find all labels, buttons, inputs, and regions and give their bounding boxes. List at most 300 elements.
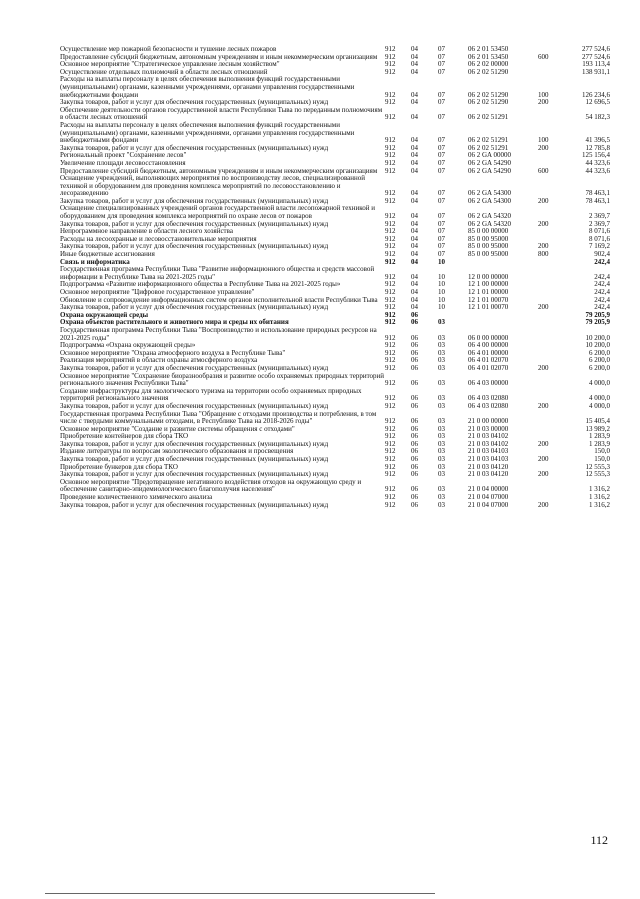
row-section-code: 04 <box>411 288 418 296</box>
row-name: Основное мероприятие "Охрана атмосферного воздуха в Республике Тыва" <box>60 348 286 357</box>
row-grbs-code: 912 <box>385 447 396 456</box>
row-section-code: 06 <box>411 341 418 350</box>
row-section-code: 04 <box>411 166 418 175</box>
row-expense-type-code: 100 <box>538 90 549 99</box>
row-target-article-code: 06 4 01 02070 <box>468 363 509 372</box>
row-grbs-code: 912 <box>385 288 396 296</box>
row-expense-type-code: 200 <box>538 219 549 228</box>
row-target-article-code <box>468 312 538 320</box>
row-target-article-code: 06 2 GA 00000 <box>468 151 511 160</box>
row-expense-type-code <box>538 388 564 403</box>
row-expense-type-code: 800 <box>538 250 549 259</box>
row-amount: 138 931,1 <box>582 67 610 76</box>
table-row <box>60 76 610 99</box>
row-subsection-code: 07 <box>438 151 445 160</box>
row-grbs-code: 912 <box>385 439 396 448</box>
row-grbs-code: 912 <box>385 136 396 145</box>
row-subsection-code: 03 <box>438 348 445 357</box>
row-section-code: 04 <box>411 98 418 107</box>
row-subsection-code: 03 <box>438 455 445 464</box>
row-name: Подпрограмма «Развитие информационного общества в Республике Тыва на 2021-2025 годы» <box>60 280 341 289</box>
row-expense-type-code: 200 <box>538 500 549 509</box>
row-subsection-code: 07 <box>438 158 445 167</box>
table-row <box>60 479 610 494</box>
row-amount: 4 000,0 <box>589 394 610 403</box>
row-grbs-code: 912 <box>385 356 396 365</box>
row-amount: 10 200,0 <box>585 341 610 350</box>
row-expense-type-code <box>538 175 564 198</box>
row-expense-type-code: 200 <box>538 455 549 464</box>
row-grbs-code: 912 <box>385 227 396 236</box>
row-amount: 15 405,4 <box>585 417 610 426</box>
row-amount: 1 316,2 <box>589 485 610 494</box>
row-target-article-code: 12 1 01 00000 <box>468 288 509 296</box>
row-grbs-code: 912 <box>385 98 396 107</box>
row-section-code: 06 <box>411 447 418 456</box>
row-section-code: 04 <box>411 212 418 221</box>
row-target-article-code: 85 0 00 95000 <box>468 250 509 259</box>
row-amount: 150,0 <box>594 447 610 456</box>
row-name: Предоставление субсидий бюджетным, автономным учреждениям и иным некоммерческим организациям <box>60 166 378 175</box>
row-grbs-code: 912 <box>385 455 396 464</box>
row-target-article-code: 06 2 02 51291 <box>468 136 509 145</box>
row-grbs-code: 912 <box>385 310 396 319</box>
row-target-article-code: 12 0 00 00000 <box>468 272 509 281</box>
budget-table-body <box>60 46 610 509</box>
row-target-article-code: 21 0 04 00000 <box>468 485 509 494</box>
row-name: Обновление и сопровождение информационных систем органов исполнительной власти Республики Тыва <box>60 295 378 304</box>
row-subsection-code: 03 <box>438 485 445 494</box>
row-target-article-code: 06 2 GA 54320 <box>468 212 511 221</box>
row-name: Связь и информатика <box>60 257 130 266</box>
row-target-article-code: 06 4 00 00000 <box>468 341 509 350</box>
row-grbs-code: 912 <box>385 280 396 289</box>
row-subsection-code: 07 <box>438 98 445 107</box>
row-target-article-code: 06 4 03 02080 <box>468 401 509 410</box>
row-name: Основное мероприятие "Сохранение биоразнообразия и развитие особо охраняемых природных территорий регионального значения Республики Тыва" <box>60 371 385 388</box>
row-subsection-code: 03 <box>438 363 445 372</box>
row-target-article-code: 06 2 02 51290 <box>468 67 509 76</box>
row-target-article-code: 06 4 03 02080 <box>468 394 509 403</box>
row-name: Осуществление отдельных полномочий в области лесных отношений <box>60 67 268 76</box>
row-grbs-code: 912 <box>385 424 396 433</box>
row-grbs-code: 912 <box>385 52 396 61</box>
row-amount: 8 071,6 <box>589 234 610 243</box>
row-section-code: 06 <box>411 363 418 372</box>
row-name: Увеличение площади лесовосстановления <box>60 158 186 167</box>
row-grbs-code: 912 <box>385 462 396 471</box>
row-grbs-code: 912 <box>385 67 396 76</box>
row-target-article-code: 85 0 00 00000 <box>468 227 509 236</box>
row-name: Закупка товаров, работ и услуг для обеспечения государственных (муниципальных) нужд <box>60 439 329 448</box>
row-grbs-code: 912 <box>385 295 396 304</box>
row-amount: 277 524,6 <box>582 52 610 61</box>
row-subsection-code: 03 <box>438 356 445 365</box>
row-section-code: 04 <box>411 143 418 152</box>
row-subsection-code: 07 <box>438 90 445 99</box>
row-subsection-code: 10 <box>438 257 445 266</box>
row-section-code: 04 <box>411 295 418 304</box>
row-target-article-code: 85 0 00 95000 <box>468 242 509 251</box>
row-section-code: 04 <box>411 227 418 236</box>
row-target-article-code: 06 2 GA 54300 <box>468 196 511 205</box>
row-amount: 2 369,7 <box>589 219 610 228</box>
row-grbs-code: 912 <box>385 348 396 357</box>
row-expense-type-code <box>538 327 564 342</box>
row-section-code: 06 <box>411 401 418 410</box>
row-name: Закупка товаров, работ и услуг для обеспечения государственных (муниципальных) нужд <box>60 303 329 312</box>
row-section-code: 06 <box>411 485 418 494</box>
row-section-code: 06 <box>411 318 418 327</box>
row-amount: 242,4 <box>594 257 610 266</box>
row-target-article-code: 06 2 02 51290 <box>468 98 509 107</box>
row-subsection-code: 03 <box>438 333 445 342</box>
row-target-article-code: 21 0 03 04103 <box>468 455 509 464</box>
row-amount: 193 113,4 <box>582 60 610 69</box>
row-section-code: 06 <box>411 348 418 357</box>
table-row <box>60 107 610 122</box>
row-grbs-code: 912 <box>385 242 396 251</box>
row-target-article-code: 12 1 01 00070 <box>468 295 509 304</box>
table-row <box>60 175 610 198</box>
row-target-article-code <box>468 319 538 327</box>
row-grbs-code: 912 <box>385 234 396 243</box>
row-expense-type-code <box>538 342 564 350</box>
row-subsection-code: 07 <box>438 227 445 236</box>
table-row <box>60 266 610 281</box>
row-name: Закупка товаров, работ и услуг для обеспечения государственных (муниципальных) нужд <box>60 196 329 205</box>
row-section-code: 04 <box>411 60 418 69</box>
row-amount: 1 283,9 <box>589 432 610 441</box>
row-amount: 125 156,4 <box>582 151 610 160</box>
row-name: Расходы на выплаты персоналу в целях обеспечения выполнения функций государственными (муниципальными) органами, казенными учреждениями, органами управления государственными внебюджетными фондами <box>60 75 355 99</box>
row-target-article-code: 06 2 02 51291 <box>468 113 509 122</box>
row-amount: 242,4 <box>594 280 610 289</box>
row-target-article-code: 06 2 01 53450 <box>468 45 509 53</box>
row-section-code: 06 <box>411 432 418 441</box>
row-subsection-code: 07 <box>438 242 445 251</box>
row-section-code: 04 <box>411 113 418 122</box>
row-subsection-code: 07 <box>438 52 445 61</box>
row-section-code: 06 <box>411 470 418 479</box>
table-row <box>60 122 610 145</box>
row-subsection-code: 03 <box>438 470 445 479</box>
row-name: Основное мероприятие "Создание и развитие системы обращения с отходами" <box>60 424 295 433</box>
row-expense-type-code <box>538 69 564 77</box>
row-amount: 4 000,0 <box>589 379 610 388</box>
row-target-article-code: 06 4 01 00000 <box>468 348 509 357</box>
row-name: Расходы на выплаты персоналу в целях обеспечения выполнения функций государственными (муниципальными) органами, казенными учреждениями, органами управления государственными внебюджетными фондами <box>60 120 355 145</box>
row-amount: 150,0 <box>594 455 610 464</box>
row-section-code: 04 <box>411 90 418 99</box>
row-amount: 277 524,6 <box>582 45 610 53</box>
row-section-code: 06 <box>411 333 418 342</box>
row-target-article-code: 12 1 01 00070 <box>468 303 509 312</box>
row-name: Оснащение специализированных учреждений органов государственной власти лесопожарной техникой и оборудованием для проведения комплекса мероприятий по охране лесов от пожаров <box>60 204 376 221</box>
table-row <box>60 327 610 342</box>
row-name: Приобретение контейнеров для сбора ТКО <box>60 432 189 441</box>
row-name: Закупка товаров, работ и услуг для обеспечения государственных (муниципальных) нужд <box>60 219 329 228</box>
row-grbs-code: 912 <box>385 379 396 388</box>
row-subsection-code: 07 <box>438 136 445 145</box>
row-target-article-code: 06 2 GA 54290 <box>468 158 511 167</box>
row-target-article-code: 21 0 03 04102 <box>468 432 509 441</box>
row-expense-type-code <box>538 411 564 426</box>
row-target-article-code: 06 2 02 51291 <box>468 143 509 152</box>
row-name: Иные бюджетные ассигнования <box>60 250 155 259</box>
row-subsection-code: 07 <box>438 45 445 53</box>
row-expense-type-code <box>538 479 564 494</box>
row-amount: 12 555,3 <box>585 462 610 471</box>
row-section-code: 06 <box>411 394 418 403</box>
row-name: Оснащение учреждений, выполняющих мероприятия по воспроизводству лесов, специализированной техникой и оборудованием для проведения комплекса мероприятий по лесовосстановлению и лесоразведению <box>60 174 365 198</box>
row-subsection-code: 10 <box>438 280 445 289</box>
table-row <box>60 373 610 388</box>
row-expense-type-code <box>538 373 564 388</box>
row-grbs-code: 912 <box>385 500 396 509</box>
row-target-article-code <box>468 259 538 267</box>
row-target-article-code: 21 0 00 00000 <box>468 417 509 426</box>
row-grbs-code: 912 <box>385 151 396 160</box>
row-amount: 12 785,8 <box>585 143 610 152</box>
row-subsection-code: 03 <box>438 417 445 426</box>
row-subsection-code: 10 <box>438 272 445 281</box>
row-subsection-code: 03 <box>438 424 445 433</box>
row-section-code: 06 <box>411 462 418 471</box>
row-amount: 54 182,3 <box>585 113 610 122</box>
row-expense-type-code <box>538 228 564 236</box>
table-row <box>60 388 610 403</box>
row-name: Закупка товаров, работ и услуг для обеспечения государственных (муниципальных) нужд <box>60 500 329 509</box>
row-grbs-code: 912 <box>385 363 396 372</box>
row-expense-type-code <box>538 289 564 297</box>
bottom-divider <box>45 893 435 894</box>
row-amount: 242,4 <box>594 295 610 304</box>
row-grbs-code: 912 <box>385 257 396 266</box>
row-expense-type-code: 100 <box>538 136 549 145</box>
row-name: Реализация мероприятий в области охраны атмосферного воздуха <box>60 356 258 365</box>
row-name: Государственная программа Республики Тыва "Воспроизводство и использование природных ресурсов на 2021-2025 годы" <box>60 325 377 342</box>
row-expense-type-code: 200 <box>538 439 549 448</box>
row-section-code: 04 <box>411 272 418 281</box>
row-subsection-code: 10 <box>438 295 445 304</box>
row-section-code: 04 <box>411 67 418 76</box>
row-expense-type-code <box>538 107 564 122</box>
row-amount: 13 989,2 <box>585 424 610 433</box>
row-subsection-code: 07 <box>438 67 445 76</box>
row-target-article-code: 12 1 00 00000 <box>468 280 509 289</box>
row-grbs-code: 912 <box>385 303 396 312</box>
row-name: Приобретение бункеров для сбора ТКО <box>60 462 178 471</box>
row-subsection-code: 03 <box>438 500 445 509</box>
row-grbs-code: 912 <box>385 401 396 410</box>
row-section-code: 06 <box>411 455 418 464</box>
row-grbs-code: 912 <box>385 417 396 426</box>
row-grbs-code: 912 <box>385 143 396 152</box>
row-amount: 902,4 <box>594 250 610 259</box>
row-name: Государственная программа Республики Тыва "Обращение с отходами производства и потребления, в том числе с твердыми коммунальными отходами, в Республике Тыва на 2018-2026 годы" <box>60 409 377 426</box>
row-amount: 1 283,9 <box>589 439 610 448</box>
row-subsection-code: 03 <box>438 401 445 410</box>
row-grbs-code: 912 <box>385 470 396 479</box>
row-subsection-code: 10 <box>438 288 445 296</box>
row-amount: 126 234,6 <box>582 90 610 99</box>
row-grbs-code: 912 <box>385 113 396 122</box>
row-amount: 6 200,0 <box>589 348 610 357</box>
row-grbs-code: 912 <box>385 90 396 99</box>
row-expense-type-code: 200 <box>538 363 549 372</box>
row-subsection-code: 03 <box>438 394 445 403</box>
row-section-code: 04 <box>411 303 418 312</box>
row-expense-type-code <box>538 259 564 267</box>
row-subsection-code: 03 <box>438 447 445 456</box>
row-subsection-code: 03 <box>438 432 445 441</box>
row-subsection-code: 03 <box>438 379 445 388</box>
row-grbs-code: 912 <box>385 219 396 228</box>
row-target-article-code: 21 0 04 07000 <box>468 493 509 502</box>
row-amount: 2 369,7 <box>589 212 610 221</box>
table-row <box>60 205 610 220</box>
budget-table <box>60 46 610 509</box>
row-grbs-code: 912 <box>385 394 396 403</box>
row-name: Закупка товаров, работ и услуг для обеспечения государственных (муниципальных) нужд <box>60 98 329 107</box>
row-section-code: 04 <box>411 250 418 259</box>
row-target-article-code: 21 0 03 04102 <box>468 439 509 448</box>
row-amount: 7 169,2 <box>589 242 610 251</box>
row-grbs-code: 912 <box>385 250 396 259</box>
row-grbs-code: 912 <box>385 158 396 167</box>
row-section-code: 06 <box>411 356 418 365</box>
row-grbs-code: 912 <box>385 341 396 350</box>
row-section-code: 04 <box>411 136 418 145</box>
row-section-code: 04 <box>411 45 418 53</box>
row-grbs-code: 912 <box>385 212 396 221</box>
row-grbs-code: 912 <box>385 485 396 494</box>
row-target-article-code: 06 2 02 00000 <box>468 60 509 69</box>
row-section-code: 04 <box>411 151 418 160</box>
row-subsection-code: 07 <box>438 143 445 152</box>
row-expense-type-code <box>538 319 564 327</box>
row-name: Предоставление субсидий бюджетным, автономным учреждениям и иным некоммерческим организациям <box>60 52 378 61</box>
row-subsection-code: 03 <box>438 462 445 471</box>
row-section-code: 06 <box>411 424 418 433</box>
row-name: Подпрограмма «Охрана окружающей среды» <box>60 341 196 350</box>
row-expense-type-code <box>538 426 564 434</box>
row-name: Проведение количественного химического анализа <box>60 493 213 502</box>
row-name: Государственная программа Республики Тыва "Развитие информационного общества и средств массовой информации в Республике Тыва на 2021-2025 годы" <box>60 265 375 281</box>
row-name: Создание инфраструктуры для экологического туризма на территории особо охраняемых природных территорий регионального значения <box>60 386 362 403</box>
row-section-code: 04 <box>411 242 418 251</box>
row-section-code: 04 <box>411 234 418 243</box>
row-target-article-code: 06 0 00 00000 <box>468 333 509 342</box>
row-amount: 41 396,5 <box>585 136 610 145</box>
row-amount: 242,4 <box>594 303 610 312</box>
row-subsection-code: 03 <box>438 341 445 350</box>
row-section-code: 04 <box>411 52 418 61</box>
row-grbs-code: 912 <box>385 189 396 198</box>
row-amount: 10 200,0 <box>585 333 610 342</box>
row-target-article-code: 06 2 02 51290 <box>468 90 509 99</box>
row-expense-type-code <box>538 350 564 358</box>
row-grbs-code: 912 <box>385 493 396 502</box>
row-expense-type-code <box>538 205 564 220</box>
table-row <box>60 502 610 510</box>
page-number: 112 <box>590 833 608 847</box>
row-expense-type-code <box>538 312 564 320</box>
row-expense-type-code <box>538 152 564 160</box>
row-name: Закупка товаров, работ и услуг для обеспечения государственных (муниципальных) нужд <box>60 401 329 410</box>
row-name: Охрана объектов растительного и животного мира и среды их обитания <box>60 318 289 327</box>
row-grbs-code: 912 <box>385 60 396 69</box>
row-grbs-code: 912 <box>385 196 396 205</box>
row-subsection-code: 07 <box>438 166 445 175</box>
row-amount: 1 316,2 <box>589 493 610 502</box>
row-expense-type-code: 200 <box>538 401 549 410</box>
row-name: Основное мероприятие "Предотвращение негативного воздействия отходов на окружающую среду и обеспечение санитарно-эпидемиологического благополучия населения" <box>60 477 362 494</box>
row-target-article-code: 21 0 04 07000 <box>468 500 509 509</box>
table-row <box>60 411 610 426</box>
row-target-article-code: 06 2 GA 54320 <box>468 219 511 228</box>
row-subsection-code: 07 <box>438 113 445 122</box>
row-name: Закупка товаров, работ и услуг для обеспечения государственных (муниципальных) нужд <box>60 242 329 251</box>
row-name: Расходы на лесоохранные и лесовосстановительные мероприятия <box>60 234 257 243</box>
row-subsection-code: 07 <box>438 189 445 198</box>
table-row <box>60 251 610 259</box>
row-name: Закупка товаров, работ и услуг для обеспечения государственных (муниципальных) нужд <box>60 143 329 152</box>
row-section-code: 04 <box>411 158 418 167</box>
row-amount: 242,4 <box>594 288 610 296</box>
row-target-article-code: 06 4 03 00000 <box>468 379 509 388</box>
row-amount: 44 323,6 <box>585 158 610 167</box>
row-amount: 12 555,3 <box>585 470 610 479</box>
row-section-code: 04 <box>411 219 418 228</box>
row-section-code: 04 <box>411 257 418 266</box>
row-amount: 6 200,0 <box>589 356 610 365</box>
row-grbs-code: 912 <box>385 432 396 441</box>
row-name: Закупка товаров, работ и услуг для обеспечения государственных (муниципальных) нужд <box>60 363 329 372</box>
row-target-article-code: 06 2 01 53450 <box>468 52 509 61</box>
row-section-code: 06 <box>411 500 418 509</box>
row-name: Осуществление мер пожарной безопасности и тушение лесных пожаров <box>60 45 277 53</box>
row-name: Основное мероприятие "Стратегическое управление лесным хозяйством" <box>60 60 280 69</box>
row-name: Закупка товаров, работ и услуг для обеспечения государственных (муниципальных) нужд <box>60 470 329 479</box>
row-subsection-code: 07 <box>438 196 445 205</box>
row-amount: 78 463,1 <box>585 189 610 198</box>
row-expense-type-code: 200 <box>538 196 549 205</box>
row-expense-type-code: 200 <box>538 242 549 251</box>
row-expense-type-code <box>538 266 564 281</box>
row-section-code: 04 <box>411 280 418 289</box>
row-amount: 44 323,6 <box>585 166 610 175</box>
row-subsection-code: 03 <box>438 493 445 502</box>
row-subsection-code: 03 <box>438 318 445 327</box>
row-amount: 79 205,9 <box>585 318 610 327</box>
row-section-code: 04 <box>411 196 418 205</box>
row-target-article-code: 21 0 03 04120 <box>468 462 509 471</box>
row-subsection-code: 10 <box>438 303 445 312</box>
row-expense-type-code: 200 <box>538 303 549 312</box>
row-expense-type-code: 200 <box>538 98 549 107</box>
row-name: Основное мероприятие "Цифровое государственное управление" <box>60 288 255 296</box>
row-amount: 8 071,6 <box>589 227 610 236</box>
row-amount: 1 316,2 <box>589 500 610 509</box>
row-amount: 6 200,0 <box>589 363 610 372</box>
row-section-code: 06 <box>411 493 418 502</box>
row-amount: 78 463,1 <box>585 196 610 205</box>
row-grbs-code: 912 <box>385 333 396 342</box>
row-section-code: 06 <box>411 439 418 448</box>
row-section-code: 06 <box>411 379 418 388</box>
